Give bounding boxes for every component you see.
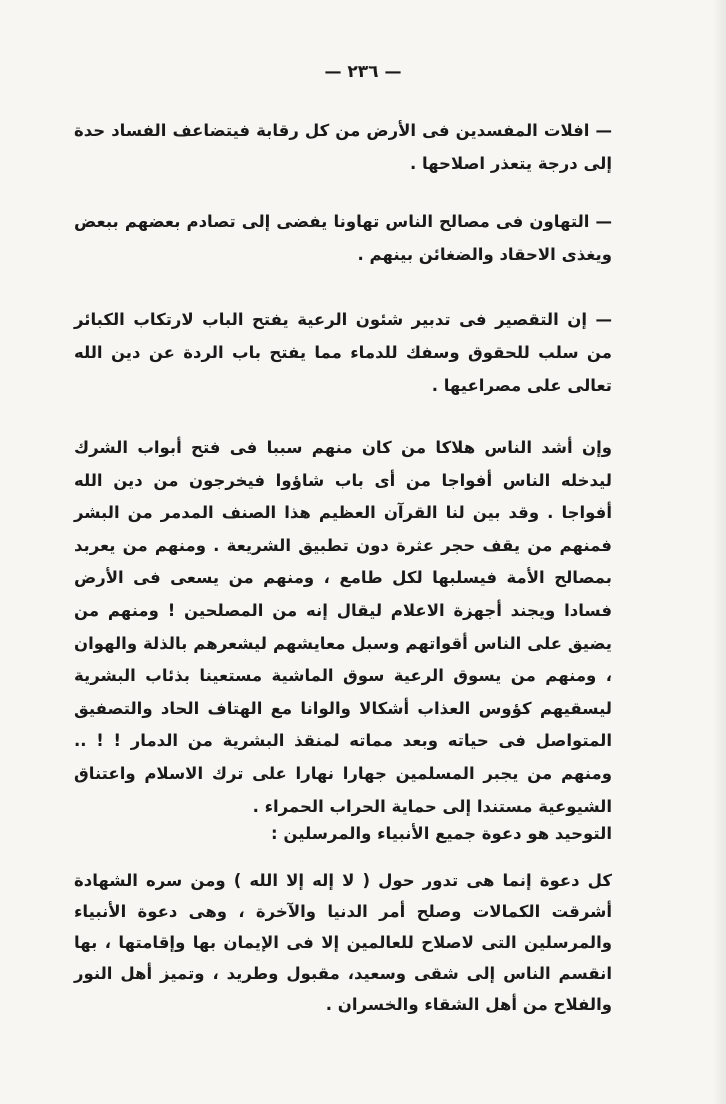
paragraph-neglect-interests: — التهاون فى مصالح الناس تهاونا يفضى إلى تصادم بعضهم ببعض ويغذى الاحقاد والضغائن بينهم . — [74, 212, 612, 264]
scan-edge-shadow — [712, 0, 726, 1104]
paragraph-governance-failure: — إن التقصير فى تدبير شئون الرعية يفتح الباب لارتكاب الكبائر من سلب للحقوق وسفك للدماء مما يفتح باب الردة عن دين الله تعالى على مصراعيها . — [74, 310, 612, 395]
paragraph-tawhid: كل دعوة إنما هى تدور حول ( لا إله إلا الله ) ومن سره الشهادة أشرقت الكمالات وصلح أمر الدنيا والآخرة ، وهى دعوة الأنبياء والمرسلين التى لاصلاح للعالمين إلا فى الإيمان بها وإقامتها ، بها انقسم الناس إلى شقى وسعيد، مقبول وطريد ، وتميز أهل النور والفلاح من أهل الشقاء والخسران . — [74, 871, 612, 1014]
page-number: — ٢٣٦ — — [324, 62, 402, 82]
paragraph-main-body: وإن أشد الناس هلاكا من كان منهم سببا فى فتح أبواب الشرك ليدخله الناس أفواجا من أى باب شاؤوا فيخرجون من دين الله أفواجا . وقد بين لنا القرآن العظيم هذا الصنف المدمر من البشر فمنهم من يقف حجر عثرة دون تطبيق الشريعة . ومنهم من يعربد بمصالح الأمة فيسلبها لكل طامع ، ومنهم من يسعى فى الأرض فسادا ويجند أجهزة الاعلام ليقال إنه من المصلحين ! ومنهم من يضيق على الناس أقواتهم وسبل معايشهم ليشعرهم بالذلة والهوان ، ومنهم من يسوق الرعية سوق الماشية مستعينا بذئاب البشرية ليسقيهم كؤوس العذاب أشكالا والوانا مع الهتاف الحاد والتصفيق المتواصل فى حياته وبعد مماته لمنقذ البشرية من الدمار ! ! .. ومنهم من يجبر المسلمين جهارا نهارا على ترك الاسلام واعتناق الشيوعية مستندا إلى حماية الحراب الحمراء . — [74, 438, 612, 816]
paragraph-corrupt-unchecked: — افلات المفسدين فى الأرض من كل رقابة فيتضاعف الفساد حدة إلى درجة يتعذر اصلاحها . — [74, 121, 612, 173]
section-heading: التوحيد هو دعوة جميع الأنبياء والمرسلين : — [271, 824, 612, 843]
